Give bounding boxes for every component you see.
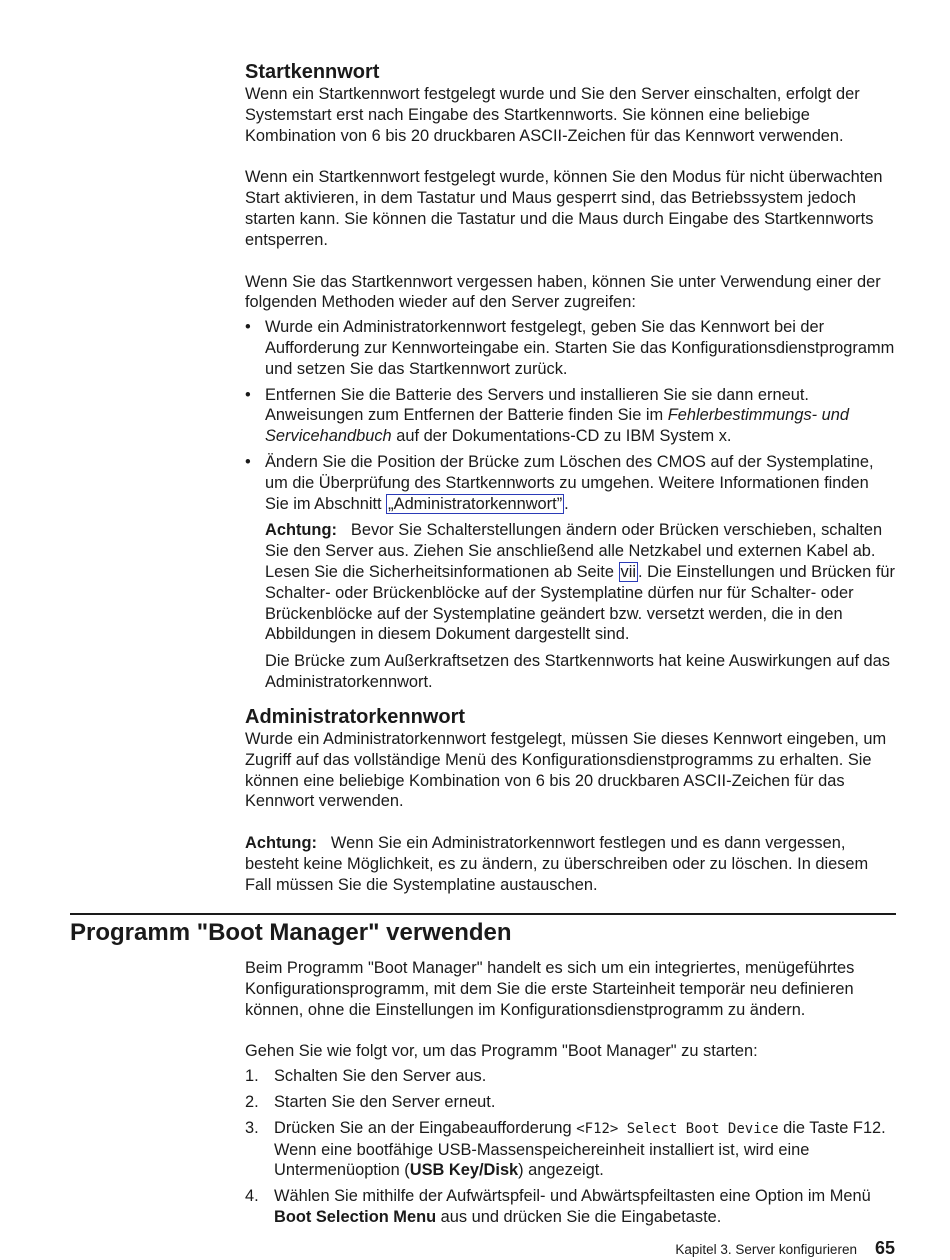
prompt-text: <F12> Select Boot Device [576, 1120, 779, 1137]
paragraph: Wenn ein Startkennwort festgelegt wurde und Sie den Server einschalten, erfolgt der Systemstart erst nach Eingabe des Startkennworts. Sie können eine beliebige Kombination von 6 bis 20 druckbaren ASCII-Zeichen für das Kennwort verwenden. [245, 85, 860, 145]
attention-label: Achtung: [265, 521, 337, 540]
heading-boot-manager: Programm "Boot Manager" verwenden [70, 919, 512, 946]
heading-administratorkennwort: Administratorkennwort [245, 706, 466, 728]
paragraph: Wurde ein Administratorkennwort festgelegt, müssen Sie dieses Kennwort eingeben, um Zugriff auf das vollständige Menü des Konfigurationsdienstprogramms zu erhalten. Sie können eine beliebige Kombination von 6 bis 20 druckbaren ASCII-Zeichen für das Kennwort verwenden. [245, 730, 887, 811]
menu-name: Boot Selection Menu [274, 1207, 437, 1226]
paragraph: Beim Programm "Boot Manager" handelt es sich um ein integriertes, menügeführtes Konfigurationsprogramm, mit dem Sie die erste Starteinheit temporär neu definieren können, ohne die Einstellungen im Konfigurationsdienstprogramm zu ändern. [245, 959, 855, 1019]
heading-startkennwort: Startkennwort [245, 61, 380, 83]
section-startkennwort [245, 60, 895, 698]
link-page-vii[interactable]: vii [620, 562, 637, 581]
list-item: • Ändern Sie die Position der Brücke zum Löschen des CMOS auf der Systemplatine, um die Überprüfung des Startkennworts zu umgehen. Weitere Informationen finden Sie im Abschnitt „Administratorkennwort” . Achtung: Bevor Sie Schalterstellungen ändern oder Brücken verschieben, schalten Sie den Server aus. Ziehen Sie anschließend alle Netzkabel und externen Kabel ab. Lesen Sie die Sicherheitsinformationen ab Seite vii . Die Einstellungen und Brücken für Schalter- oder Brückenblöcke auf der Systemplatine dürfen nur für Schalter- oder Brückenblöcke auf der Systemplatine geändert bzw. versetzt werden, die in den Abbildungen in diesem Dokument dargestellt sind. Die Brücke zum Außerkraftsetzen des Startkennworts hat keine Auswirkungen auf das Administratorkennwort. [245, 452, 895, 693]
list-item: • Wurde ein Administratorkennwort festgelegt, geben Sie das Kennwort bei der Aufforderung zur Kennworteingabe ein. Starten Sie das Konfigurationsdienstprogramm und setzen Sie das Startkennwort zurück. [245, 317, 895, 379]
list-item: 2. Starten Sie den Server erneut. [245, 1092, 496, 1111]
steps-list [245, 1066, 895, 1228]
book-title: Fehlerbestimmungs- und Servicehandbuch [265, 406, 850, 446]
paragraph: Wenn Sie das Startkennwort vergessen haben, können Sie unter Verwendung einer der folgenden Methoden wieder auf den Server zugreifen: [245, 272, 881, 312]
list-item: 3. Drücken Sie an der Eingabeaufforderung <F12> Select Boot Device die Taste F12. Wenn eine bootfähige USB-Massenspeichereinheit installiert ist, wird eine Untermenüoption (USB Key/Disk) angezeigt. [245, 1118, 886, 1180]
method-list [245, 317, 895, 693]
paragraph: Wenn ein Startkennwort festgelegt wurde, können Sie den Modus für nicht überwachten Start aktivieren, in dem Tastatur und Maus gesperrt sind, das Betriebssystem jedoch starten kann. Sie können die Tastatur und die Maus durch Eingabe des Startkennworts entsperren. [245, 168, 883, 249]
section-boot-manager [245, 958, 895, 1233]
link-administratorkennwort[interactable]: „Administratorkennwort” [388, 494, 563, 513]
page-footer [675, 1238, 895, 1259]
list-item: 1. Schalten Sie den Server aus. [245, 1067, 487, 1086]
paragraph: Gehen Sie wie folgt vor, um das Programm "Boot Manager" zu starten: [245, 1042, 758, 1061]
section-divider [70, 913, 896, 915]
menu-option: USB Key/Disk [409, 1161, 519, 1180]
chapter-title: Kapitel 3. Server konfigurieren [675, 1242, 857, 1257]
page-number: 65 [874, 1238, 895, 1258]
list-item: • Entfernen Sie die Batterie des Servers und installieren Sie sie dann erneut. Anweisungen zum Entfernen der Batterie finden Sie im Fehlerbestimmungs- und Servicehandbuch auf der Dokumentations-CD zu IBM System x. [245, 385, 895, 447]
attention-label: Achtung: [245, 834, 317, 853]
attention-note: Achtung: Bevor Sie Schalterstellungen ändern oder Brücken verschieben, schalten Sie den Server aus. Ziehen Sie anschließend alle Netzkabel und externen Kabel ab. Lesen Sie die Sicherheitsinformationen ab Seite vii . Die Einstellungen und Brücken für Schalter- oder Brückenblöcke auf der Systemplatine dürfen nur für Schalter- oder Brückenblöcke auf der Systemplatine geändert bzw. versetzt werden, die in den Abbildungen in diesem Dokument dargestellt sind. Die Brücke zum Außerkraftsetzen des Startkennworts hat keine Auswirkungen auf das Administratorkennwort. [265, 521, 895, 691]
attention-note: Achtung: Wenn Sie ein Administratorkennwort festlegen und es dann vergessen, besteht keine Möglichkeit, es zu ändern, zu überschreiben oder zu löschen. In diesem Fall müssen Sie die Systemplatine austauschen. [245, 834, 869, 894]
section-administratorkennwort [245, 705, 895, 896]
paragraph: Die Brücke zum Außerkraftsetzen des Startkennworts hat keine Auswirkungen auf das Administratorkennwort. [265, 652, 890, 691]
list-item: 4. Wählen Sie mithilfe der Aufwärtspfeil- und Abwärtspfeiltasten eine Option im Menü Boot Selection Menu aus und drücken Sie die Eingabetaste. [245, 1187, 871, 1226]
